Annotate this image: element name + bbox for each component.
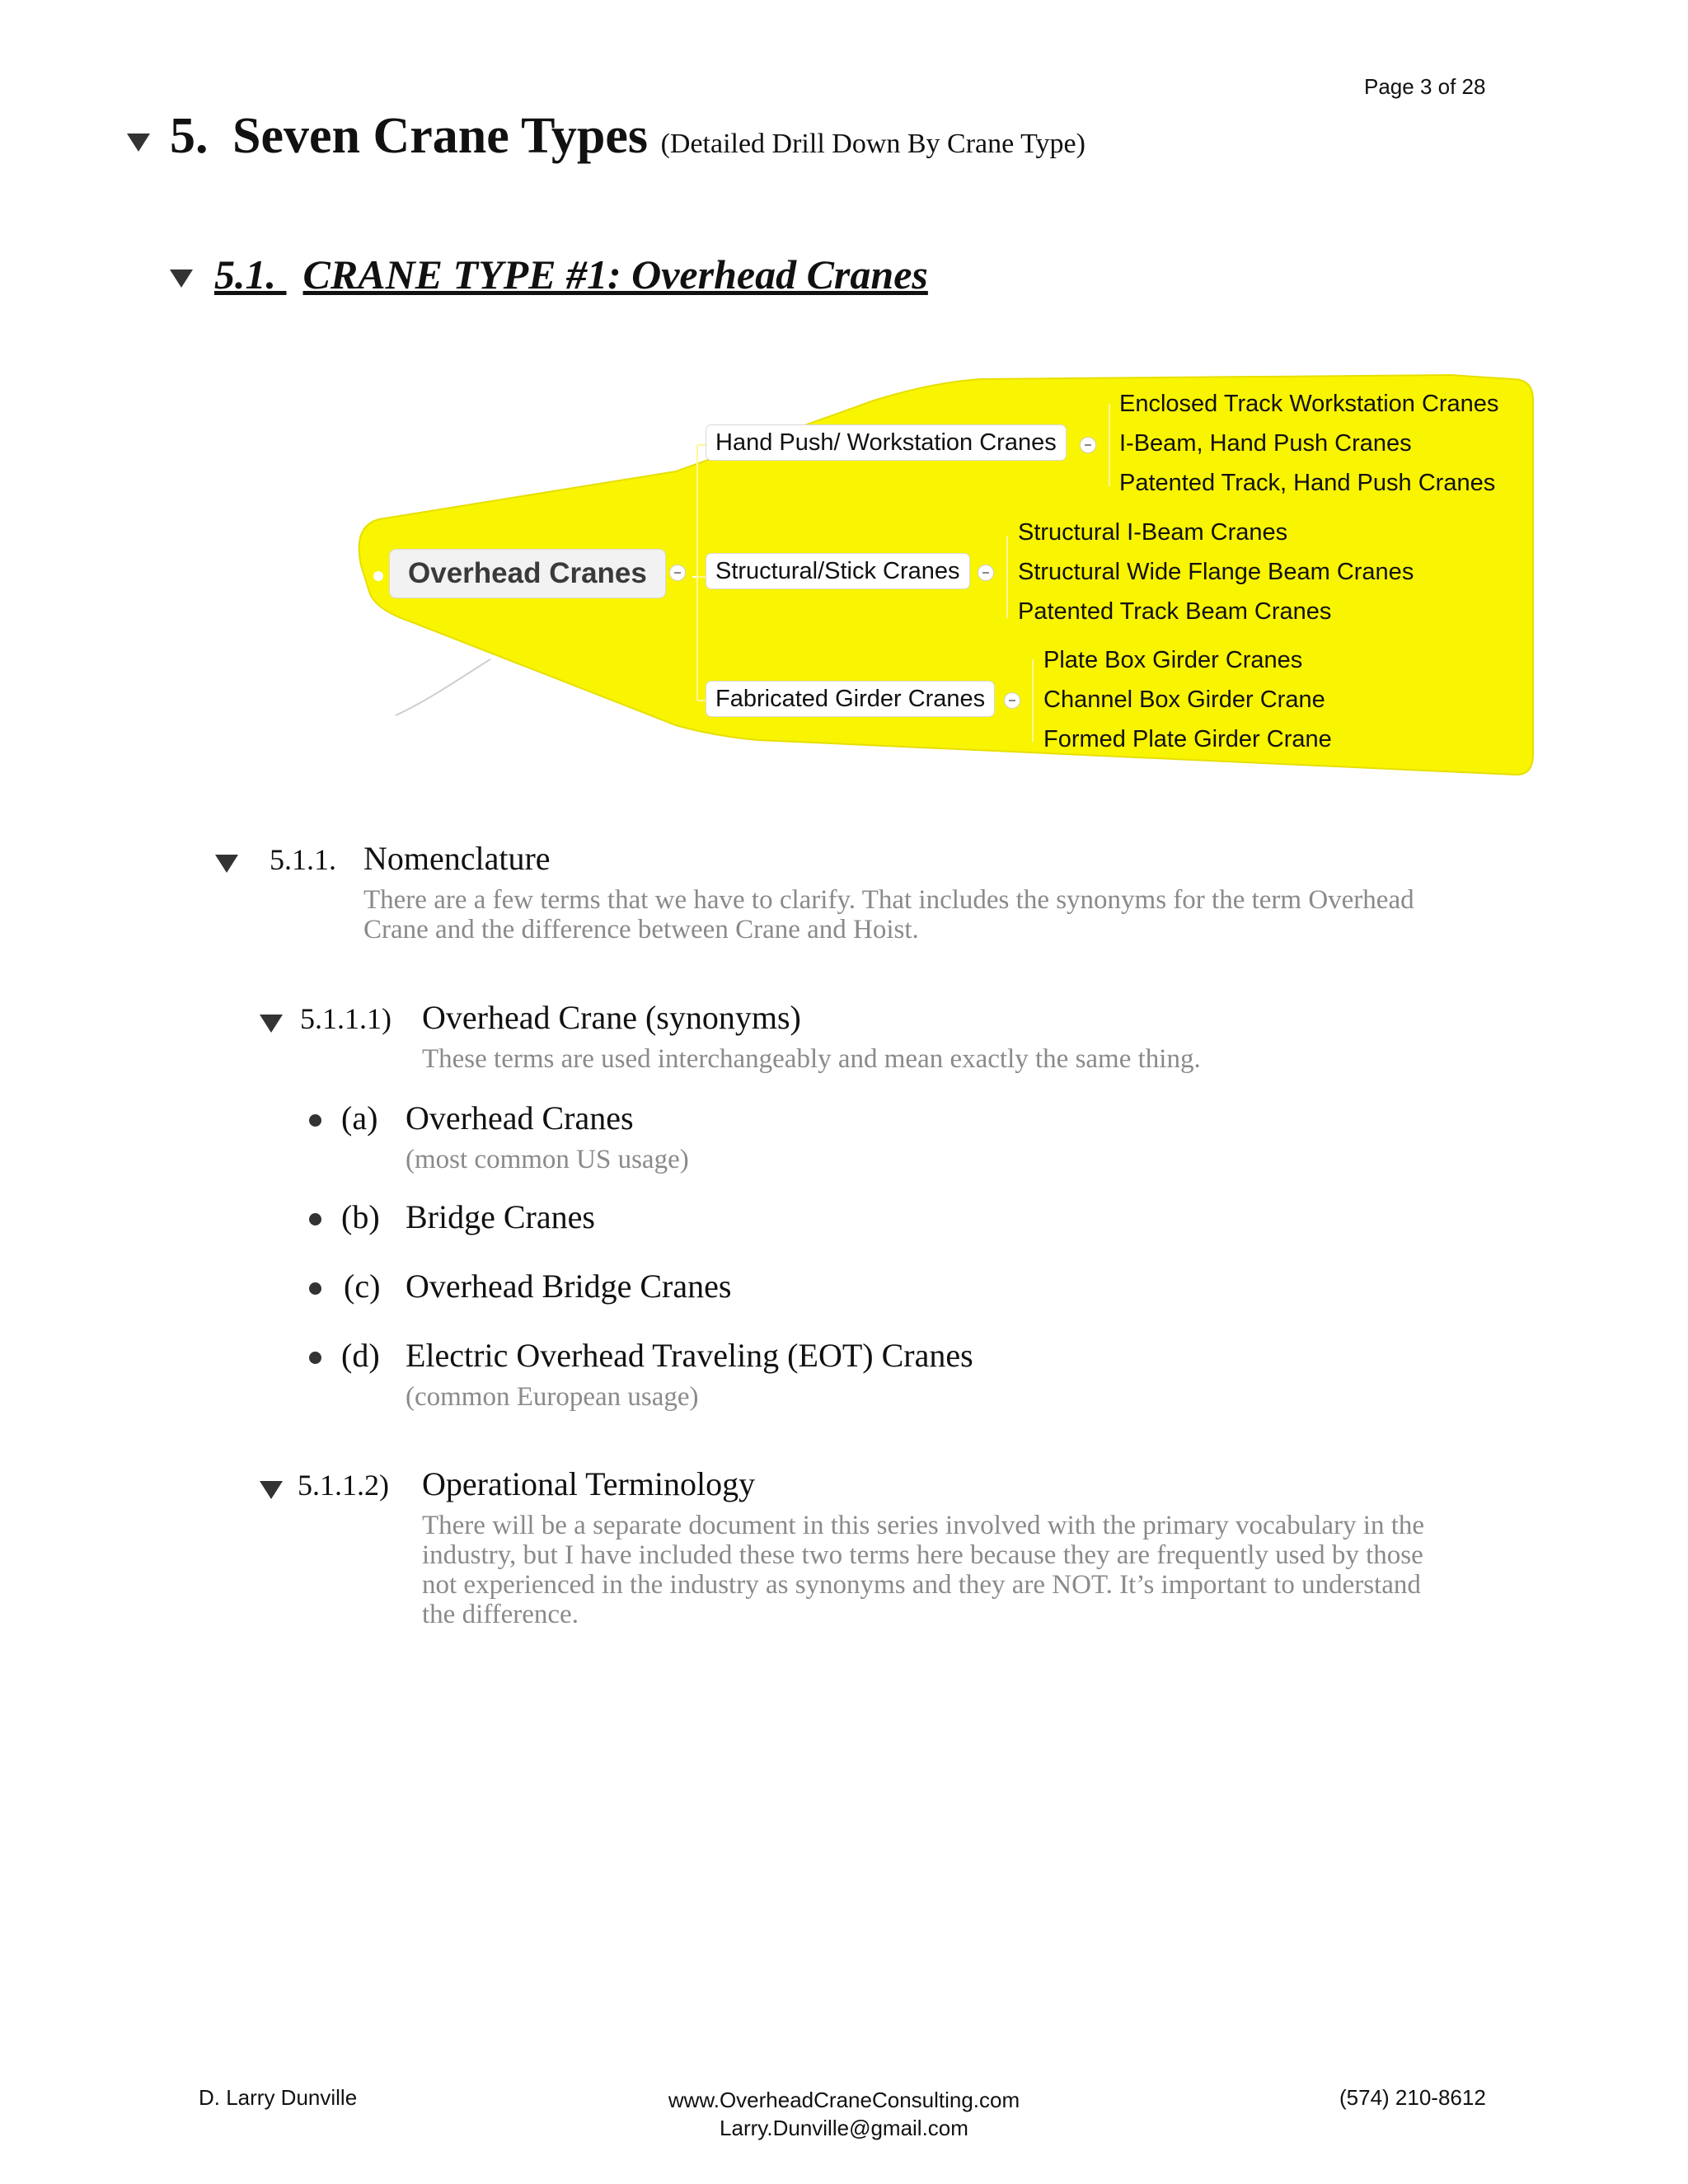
synonyms-title: Overhead Crane (synonyms) — [422, 999, 801, 1036]
list-item-marker: (b) — [341, 1198, 380, 1235]
leaf-channel-box-girder[interactable]: Channel Box Girder Crane — [1043, 687, 1325, 713]
leaf-patented-track-hand-push[interactable]: Patented Track, Hand Push Cranes — [1119, 470, 1496, 496]
branch-label: Hand Push/ Workstation Cranes — [715, 429, 1057, 456]
collapse-triangle-icon[interactable] — [260, 1015, 283, 1033]
list-item-text: Bridge Cranes — [406, 1198, 595, 1235]
section-number: 5. — [170, 108, 209, 164]
leaf-structural-wide-flange[interactable]: Structural Wide Flange Beam Cranes — [1018, 559, 1414, 585]
bullet-icon — [309, 1282, 321, 1295]
section-heading — [170, 107, 1085, 166]
branch-node-structural-stick[interactable] — [706, 553, 970, 589]
bullet-icon — [309, 1352, 321, 1364]
leaf-plate-box-girder[interactable]: Plate Box Girder Cranes — [1043, 647, 1303, 673]
footer-email[interactable]: Larry.Dunville@gmail.com — [720, 2116, 968, 2140]
bullet-icon — [309, 1114, 321, 1127]
collapse-triangle-icon[interactable] — [170, 269, 193, 288]
list-item-text: Overhead Cranes — [406, 1099, 634, 1137]
branch-node-hand-push[interactable] — [706, 424, 1067, 461]
collapse-toggle-icon[interactable] — [1004, 692, 1020, 709]
list-item-note: (most common US usage) — [406, 1145, 689, 1174]
leaf-formed-plate-girder[interactable]: Formed Plate Girder Crane — [1043, 726, 1332, 752]
branch-node-fabricated-girder[interactable] — [706, 681, 995, 717]
page-number: Page 3 of 28 — [1364, 74, 1486, 99]
leaf-i-beam-hand-push[interactable]: I-Beam, Hand Push Cranes — [1119, 430, 1412, 457]
nomenclature-note-line2: Crane and the difference between Crane and Hoist. — [363, 915, 919, 944]
subsection-heading — [214, 251, 928, 298]
list-item-note: (common European usage) — [406, 1382, 699, 1412]
branch-label: Structural/Stick Cranes — [715, 558, 960, 584]
terminology-note-line3: not experienced in the industry as synonyms and they are NOT. It’s important to understand — [422, 1570, 1421, 1600]
section-subtitle: (Detailed Drill Down By Crane Type) — [660, 129, 1085, 159]
terminology-number: 5.1.1.2) — [298, 1469, 389, 1502]
collapse-toggle-icon[interactable] — [1080, 437, 1096, 453]
footer-website[interactable]: www.OverheadCraneConsulting.com — [668, 2088, 1020, 2112]
nomenclature-number: 5.1.1. — [270, 843, 336, 876]
leaf-structural-i-beam[interactable]: Structural I-Beam Cranes — [1018, 519, 1288, 546]
terminology-note-line4: the difference. — [422, 1600, 579, 1629]
nomenclature-title: Nomenclature — [363, 840, 551, 877]
leaf-patented-track-beam[interactable]: Patented Track Beam Cranes — [1018, 598, 1332, 625]
collapse-triangle-icon[interactable] — [127, 134, 150, 152]
nomenclature-note-line1: There are a few terms that we have to clarify. That includes the synonyms for the term Overhead — [363, 885, 1414, 915]
bullet-icon — [309, 1213, 321, 1226]
collapse-triangle-icon[interactable] — [260, 1481, 283, 1499]
collapse-triangle-icon[interactable] — [215, 855, 238, 873]
section-title: Seven Crane Types — [232, 108, 649, 164]
list-item-text: Electric Overhead Traveling (EOT) Cranes — [406, 1337, 973, 1374]
synonyms-note: These terms are used interchangeably and mean exactly the same thing. — [422, 1044, 1201, 1074]
footer-phone: (574) 210-8612 — [1339, 2085, 1486, 2110]
collapse-toggle-icon[interactable] — [978, 565, 994, 581]
list-item-marker: (a) — [341, 1099, 378, 1137]
list-item-marker: (d) — [341, 1337, 380, 1374]
footer-author: D. Larry Dunville — [199, 2085, 358, 2110]
list-item-marker: (c) — [344, 1268, 381, 1305]
terminology-note-line2: industry, but I have included these two terms here because they are frequently used by those — [422, 1540, 1423, 1570]
mindmap — [297, 371, 1541, 783]
synonyms-number: 5.1.1.1) — [300, 1002, 392, 1035]
root-node-overhead-cranes[interactable] — [389, 549, 666, 598]
leaf-enclosed-track[interactable]: Enclosed Track Workstation Cranes — [1119, 391, 1499, 417]
collapse-toggle-icon[interactable] — [669, 565, 686, 581]
root-anchor-dot — [373, 571, 383, 581]
subsection-title: CRANE TYPE #1: Overhead Cranes — [302, 251, 928, 298]
terminology-title: Operational Terminology — [422, 1465, 756, 1502]
terminology-note-line1: There will be a separate document in this series involved with the primary vocabulary in the — [422, 1511, 1425, 1540]
subsection-number: 5.1. — [214, 251, 276, 298]
branch-label: Fabricated Girder Cranes — [715, 686, 986, 712]
root-node-label: Overhead Cranes — [408, 557, 647, 589]
list-item-text: Overhead Bridge Cranes — [406, 1268, 732, 1305]
